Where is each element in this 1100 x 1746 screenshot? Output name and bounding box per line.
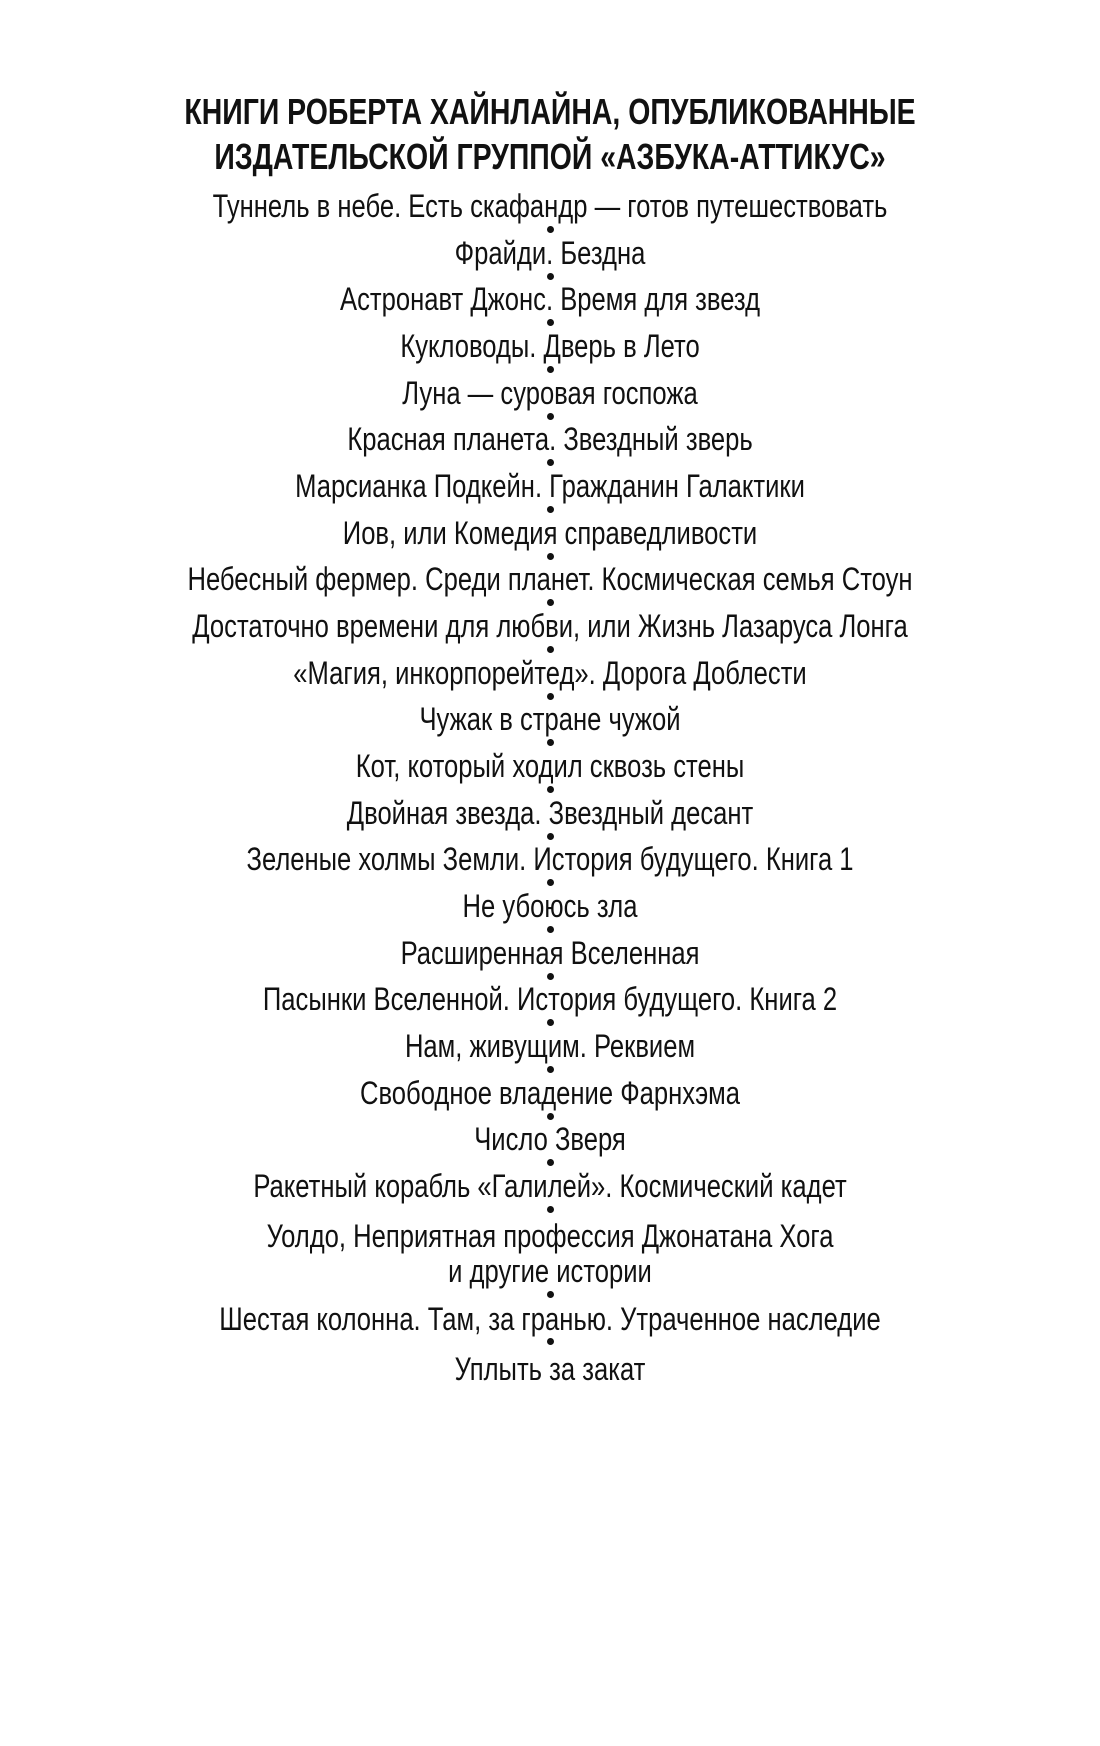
book-title: Марсианка Подкейн. Гражданин Галактики xyxy=(295,468,805,504)
separator-dot-icon xyxy=(547,226,554,233)
separator-dot-icon xyxy=(547,413,554,420)
book-title: Двойная звезда. Звездный десант xyxy=(346,795,754,831)
separator-dot-icon xyxy=(547,1066,554,1073)
book-title: и другие истории xyxy=(448,1253,652,1289)
book-title: «Магия, инкорпорейтед». Дорога Доблести xyxy=(293,655,807,691)
book-title: Фрайди. Бездна xyxy=(454,235,646,271)
book-title: Число Зверя xyxy=(474,1121,626,1157)
book-title: Уплыть за закат xyxy=(454,1351,646,1387)
separator-dot-icon xyxy=(547,786,554,793)
separator-dot-icon xyxy=(547,926,554,933)
separator-dot-icon xyxy=(547,973,554,980)
book-title: Красная планета. Звездный зверь xyxy=(347,421,753,457)
separator-dot-icon xyxy=(547,879,554,886)
separator-dot-icon xyxy=(547,1019,554,1026)
separator-dot-icon xyxy=(547,1159,554,1166)
separator-dot-icon xyxy=(547,553,554,560)
book-title: Небесный фермер. Среди планет. Космическая семья Стоун xyxy=(187,561,913,597)
separator-dot-icon xyxy=(547,319,554,326)
separator-dot-icon xyxy=(547,646,554,653)
separator-dot-icon xyxy=(547,693,554,700)
separator-dot-icon xyxy=(547,1206,554,1213)
book-title: Кукловоды. Дверь в Лето xyxy=(400,328,700,364)
book-title: Пасынки Вселенной. История будущего. Книга 2 xyxy=(262,981,838,1017)
book-title: Луна — суровая госпожа xyxy=(402,375,698,411)
book-title: Шестая колонна. Там, за гранью. Утраченное наследие xyxy=(219,1301,881,1337)
book-title: Расширенная Вселенная xyxy=(400,935,700,971)
book-title: Нам, живущим. Реквием xyxy=(404,1028,696,1064)
book-title: Уолдо, Неприятная профессия Джонатана Хога xyxy=(266,1218,834,1254)
book-title: Чужак в стране чужой xyxy=(419,701,681,737)
separator-dot-icon xyxy=(547,366,554,373)
book-title: Туннель в небе. Есть скафандр — готов путешествовать xyxy=(212,188,888,224)
book-title: Ракетный корабль «Галилей». Космический кадет xyxy=(253,1168,847,1204)
book-title: Астронавт Джонс. Время для звезд xyxy=(340,281,760,317)
separator-dot-icon xyxy=(547,1113,554,1120)
separator-dot-icon xyxy=(547,1338,554,1345)
separator-dot-icon xyxy=(547,599,554,606)
separator-dot-icon xyxy=(547,1291,554,1298)
separator-dot-icon xyxy=(547,506,554,513)
page-heading-line-2: ИЗДАТЕЛЬСКОЙ ГРУППОЙ «АЗБУКА-АТТИКУС» xyxy=(214,136,886,177)
book-title: Зеленые холмы Земли. История будущего. Книга 1 xyxy=(246,841,854,877)
page-heading-line-1: КНИГИ РОБЕРТА ХАЙНЛАЙНА, ОПУБЛИКОВАННЫЕ xyxy=(184,91,916,132)
separator-dot-icon xyxy=(547,739,554,746)
separator-dot-icon xyxy=(547,273,554,280)
book-title: Не убоюсь зла xyxy=(462,888,638,924)
separator-dot-icon xyxy=(547,459,554,466)
book-title: Кот, который ходил сквозь стены xyxy=(355,748,745,784)
book-title: Достаточно времени для любви, или Жизнь Лазаруса Лонга xyxy=(192,608,908,644)
book-title: Иов, или Комедия справедливости xyxy=(342,515,758,551)
book-title: Свободное владение Фарнхэма xyxy=(360,1075,740,1111)
separator-dot-icon xyxy=(547,833,554,840)
